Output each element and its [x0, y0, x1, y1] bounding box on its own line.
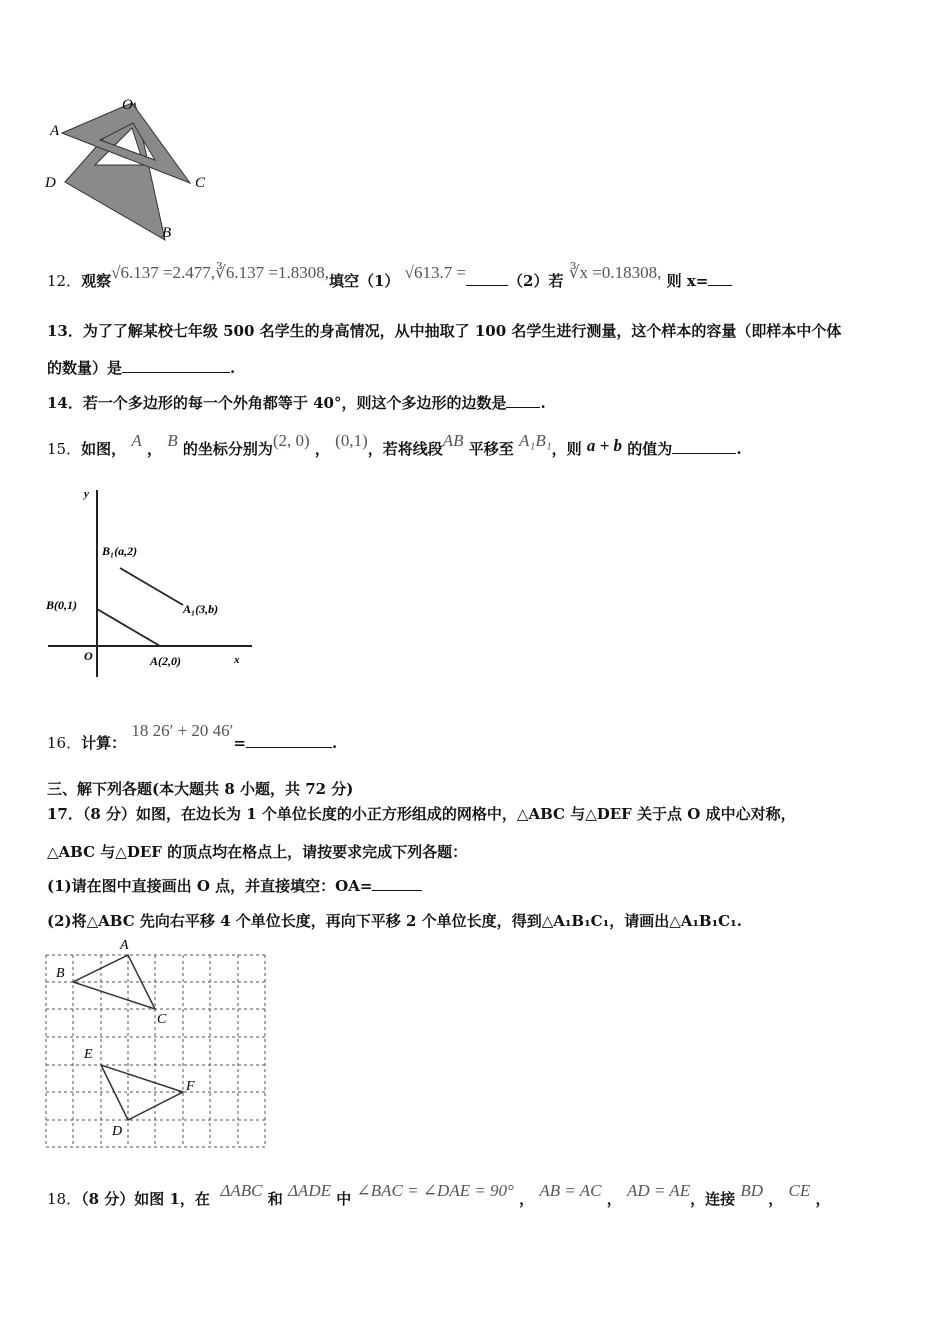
label-O: O — [122, 97, 133, 113]
origin-label: O — [84, 649, 93, 663]
q12-math-3: √613.7 = — [404, 263, 467, 282]
q18-angle-equality: ∠BAC = ∠DAE = 90° — [356, 1181, 514, 1200]
q18-ad-eq-ae: AD = AE — [626, 1181, 691, 1200]
label-A1: A₁(3,b) — [183, 602, 219, 616]
q12-number: 12． — [47, 272, 82, 290]
q15-A1B1: A₁B₁ — [519, 431, 552, 450]
q18-text-3: 中 — [336, 1190, 352, 1208]
q18-ab-eq-ac: AB = AC — [539, 1181, 602, 1200]
x-axis-label: x — [234, 654, 240, 666]
label-B: B(0,1) — [46, 598, 77, 612]
q12-blank-1[interactable] — [466, 271, 508, 286]
grid-figure — [40, 935, 270, 1150]
q15-A: A — [131, 431, 142, 450]
q16-number: 16． — [47, 734, 82, 752]
segment-BA — [97, 609, 160, 646]
question-16 — [47, 721, 338, 753]
segment-B1A1 — [120, 568, 183, 605]
q14-blank[interactable] — [506, 393, 540, 408]
question-13-line-1: 13．为了了解某校七年级 500 名学生的身高情况，从中抽取了 100 名学生进行测量，这个样本的容量（即样本中个体 — [47, 322, 842, 340]
q18-text-4: ，连接 — [690, 1190, 736, 1208]
q15-a-plus-b: a + b — [586, 436, 623, 455]
q15-AB: AB — [442, 431, 464, 450]
q15-blank[interactable] — [672, 439, 736, 454]
q18-number: 18． — [47, 1190, 82, 1208]
label-A: A(2,0) — [150, 654, 181, 668]
q12-math-2: ∛6.137 =1.8308, — [215, 263, 329, 282]
question-13-line-2 — [47, 357, 235, 378]
q17-blank[interactable] — [372, 876, 422, 891]
q12-text-3: （2）若 — [508, 272, 564, 290]
q15-text-2: 的坐标分别为 — [182, 440, 273, 458]
q15-end: . — [736, 440, 742, 458]
question-18 — [47, 1181, 831, 1209]
label-D: D — [112, 1124, 123, 1139]
q15-text-6: 的值为 — [627, 440, 673, 458]
set-squares-figure — [40, 95, 220, 245]
q18-triangle-ADE: ΔADE — [287, 1181, 331, 1200]
label-F: F — [186, 1079, 195, 1094]
q13-end: . — [230, 359, 236, 377]
question-17-line-4: (2)将△ABC 先向右平移 4 个单位长度，再向下平移 2 个单位长度，得到△A₁B₁C₁，请画出△A₁B₁C₁. — [47, 912, 742, 930]
q18-comma-2: ， — [606, 1190, 622, 1208]
q16-equals: = — [233, 734, 246, 752]
question-17-line-2: △ABC 与△DEF 的顶点均在格点上，请按要求完成下列各题： — [47, 843, 468, 861]
q16-expression: 18 26′ + 20 46′ — [131, 721, 234, 740]
label-A: A — [120, 938, 129, 953]
q15-text-4: 平移至 — [468, 440, 514, 458]
q17-part-1: (1)请在图中直接画出 O 点，并直接填空：OA= — [47, 877, 373, 895]
q12-text-4: 则 x= — [666, 272, 709, 290]
coordinate-figure — [40, 485, 260, 685]
label-C: C — [195, 175, 206, 191]
q15-text-3: ，若将线段 — [367, 440, 443, 458]
q18-CE: CE — [788, 1181, 811, 1200]
q18-BD: BD — [740, 1181, 764, 1200]
y-axis-label: y — [84, 488, 89, 500]
q16-blank[interactable] — [246, 733, 332, 748]
label-B1: B₁(a,2) — [102, 544, 138, 558]
q12-text-2: 填空（1） — [328, 272, 400, 290]
q12-math-1: √6.137 =2.477, — [111, 263, 216, 282]
q12-blank-2[interactable] — [708, 271, 732, 286]
q18-comma-1: ， — [519, 1190, 535, 1208]
q16-end: . — [331, 734, 338, 752]
q18-text-1: （8 分）如图 1，在 — [81, 1190, 210, 1208]
q18-comma-3: ， — [768, 1190, 784, 1208]
question-12 — [47, 263, 732, 291]
label-B: B — [162, 225, 172, 241]
q15-B: B — [167, 431, 178, 450]
q14-text: 14．若一个多边形的每一个外角都等于 40°，则这个多边形的边数是 — [47, 394, 507, 412]
section-3-title: 三、解下列各题(本大题共 8 小题，共 72 分) — [47, 780, 354, 798]
q15-comma: ， — [146, 440, 162, 458]
q18-triangle-ABC: ΔABC — [220, 1181, 263, 1200]
q15-text-5: ，则 — [551, 440, 582, 458]
q18-text-2: 和 — [267, 1190, 283, 1208]
q15-number: 15． — [47, 440, 82, 458]
q18-end: ， — [815, 1190, 831, 1208]
question-17-line-1: 17．（8 分）如图，在边长为 1 个单位长度的小正方形组成的网格中，△ABC 与△DEF 关于点 O 成中心对称， — [47, 805, 796, 823]
q12-text-1: 观察 — [81, 272, 112, 290]
q16-text: 计算： — [81, 734, 127, 752]
question-17-line-3 — [47, 875, 422, 896]
label-C: C — [157, 1012, 167, 1027]
q12-math-4: ∛x =0.18308, — [568, 263, 662, 282]
label-D: D — [45, 175, 56, 191]
q15-coord-B: (0,1) — [335, 431, 368, 450]
q15-text-1: 如图， — [81, 440, 127, 458]
label-B: B — [56, 966, 65, 981]
q14-end: . — [540, 394, 546, 412]
q13-blank[interactable] — [122, 358, 230, 373]
q13-text: 的数量）是 — [47, 359, 123, 377]
question-15: 15．如图， A ， B 的坐标分别为(2, 0) ， (0,1)，若将线段AB 平移至 A₁B₁，则 a + b 的值为 . — [47, 431, 742, 458]
label-E: E — [84, 1047, 93, 1062]
question-14 — [47, 392, 546, 413]
label-A: A — [50, 123, 60, 139]
q15-coord-A: (2, 0) — [272, 431, 310, 450]
